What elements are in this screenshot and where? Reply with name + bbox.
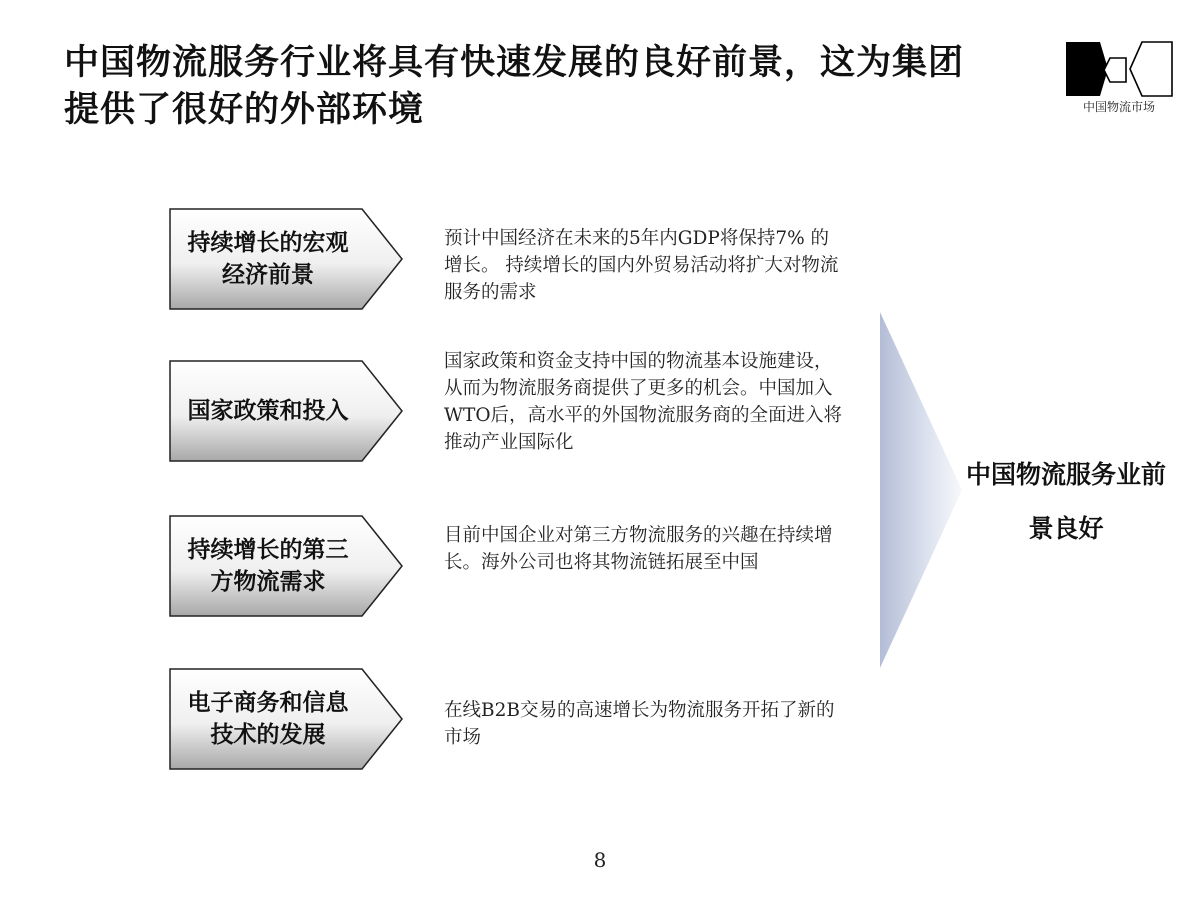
driver-description: 在线B2B交易的高速增长为物流服务开拓了新的市场: [444, 700, 835, 748]
driver-label: 持续增长的第三方物流需求: [187, 537, 349, 595]
converging-arrow-icon: [878, 312, 968, 672]
page-title: [64, 40, 1054, 134]
page-number: 8: [593, 848, 607, 872]
driver-box-ecommerce: [168, 667, 404, 771]
logo-mark-icon: [1064, 38, 1174, 98]
driver-box-3pl-demand: [168, 514, 404, 618]
driver-box-macro-economy: [168, 207, 404, 311]
conclusion-text: 中国物流服务业前景良好: [966, 460, 1167, 543]
logo-text: 中国物流市场: [1082, 100, 1155, 114]
page-title-line-2: 提供了很好的外部环境: [64, 90, 425, 130]
page-title-line-1: 中国物流服务行业将具有快速发展的良好前景，这为集团: [64, 43, 965, 83]
driver-label: 国家政策和投入: [187, 398, 349, 424]
driver-label: 持续增长的宏观经济前景: [187, 230, 349, 288]
driver-label: 电子商务和信息技术的发展: [187, 690, 349, 748]
logo: [1064, 38, 1174, 118]
driver-description: 目前中国企业对第三方物流服务的兴趣在持续增长。海外公司也将其物流链拓展至中国: [444, 525, 833, 573]
driver-description: 国家政策和资金支持中国的物流基本设施建设，从而为物流服务商提供了更多的机会。中国加入WTO后，高水平的外国物流服务商的全面进入将推动产业国际化: [444, 351, 843, 453]
driver-box-policy: [168, 359, 404, 463]
driver-description: 预计中国经济在未来的5年内GDP将保持7% 的增长。 持续增长的国内外贸易活动将扩大对物流服务的需求: [444, 228, 839, 303]
